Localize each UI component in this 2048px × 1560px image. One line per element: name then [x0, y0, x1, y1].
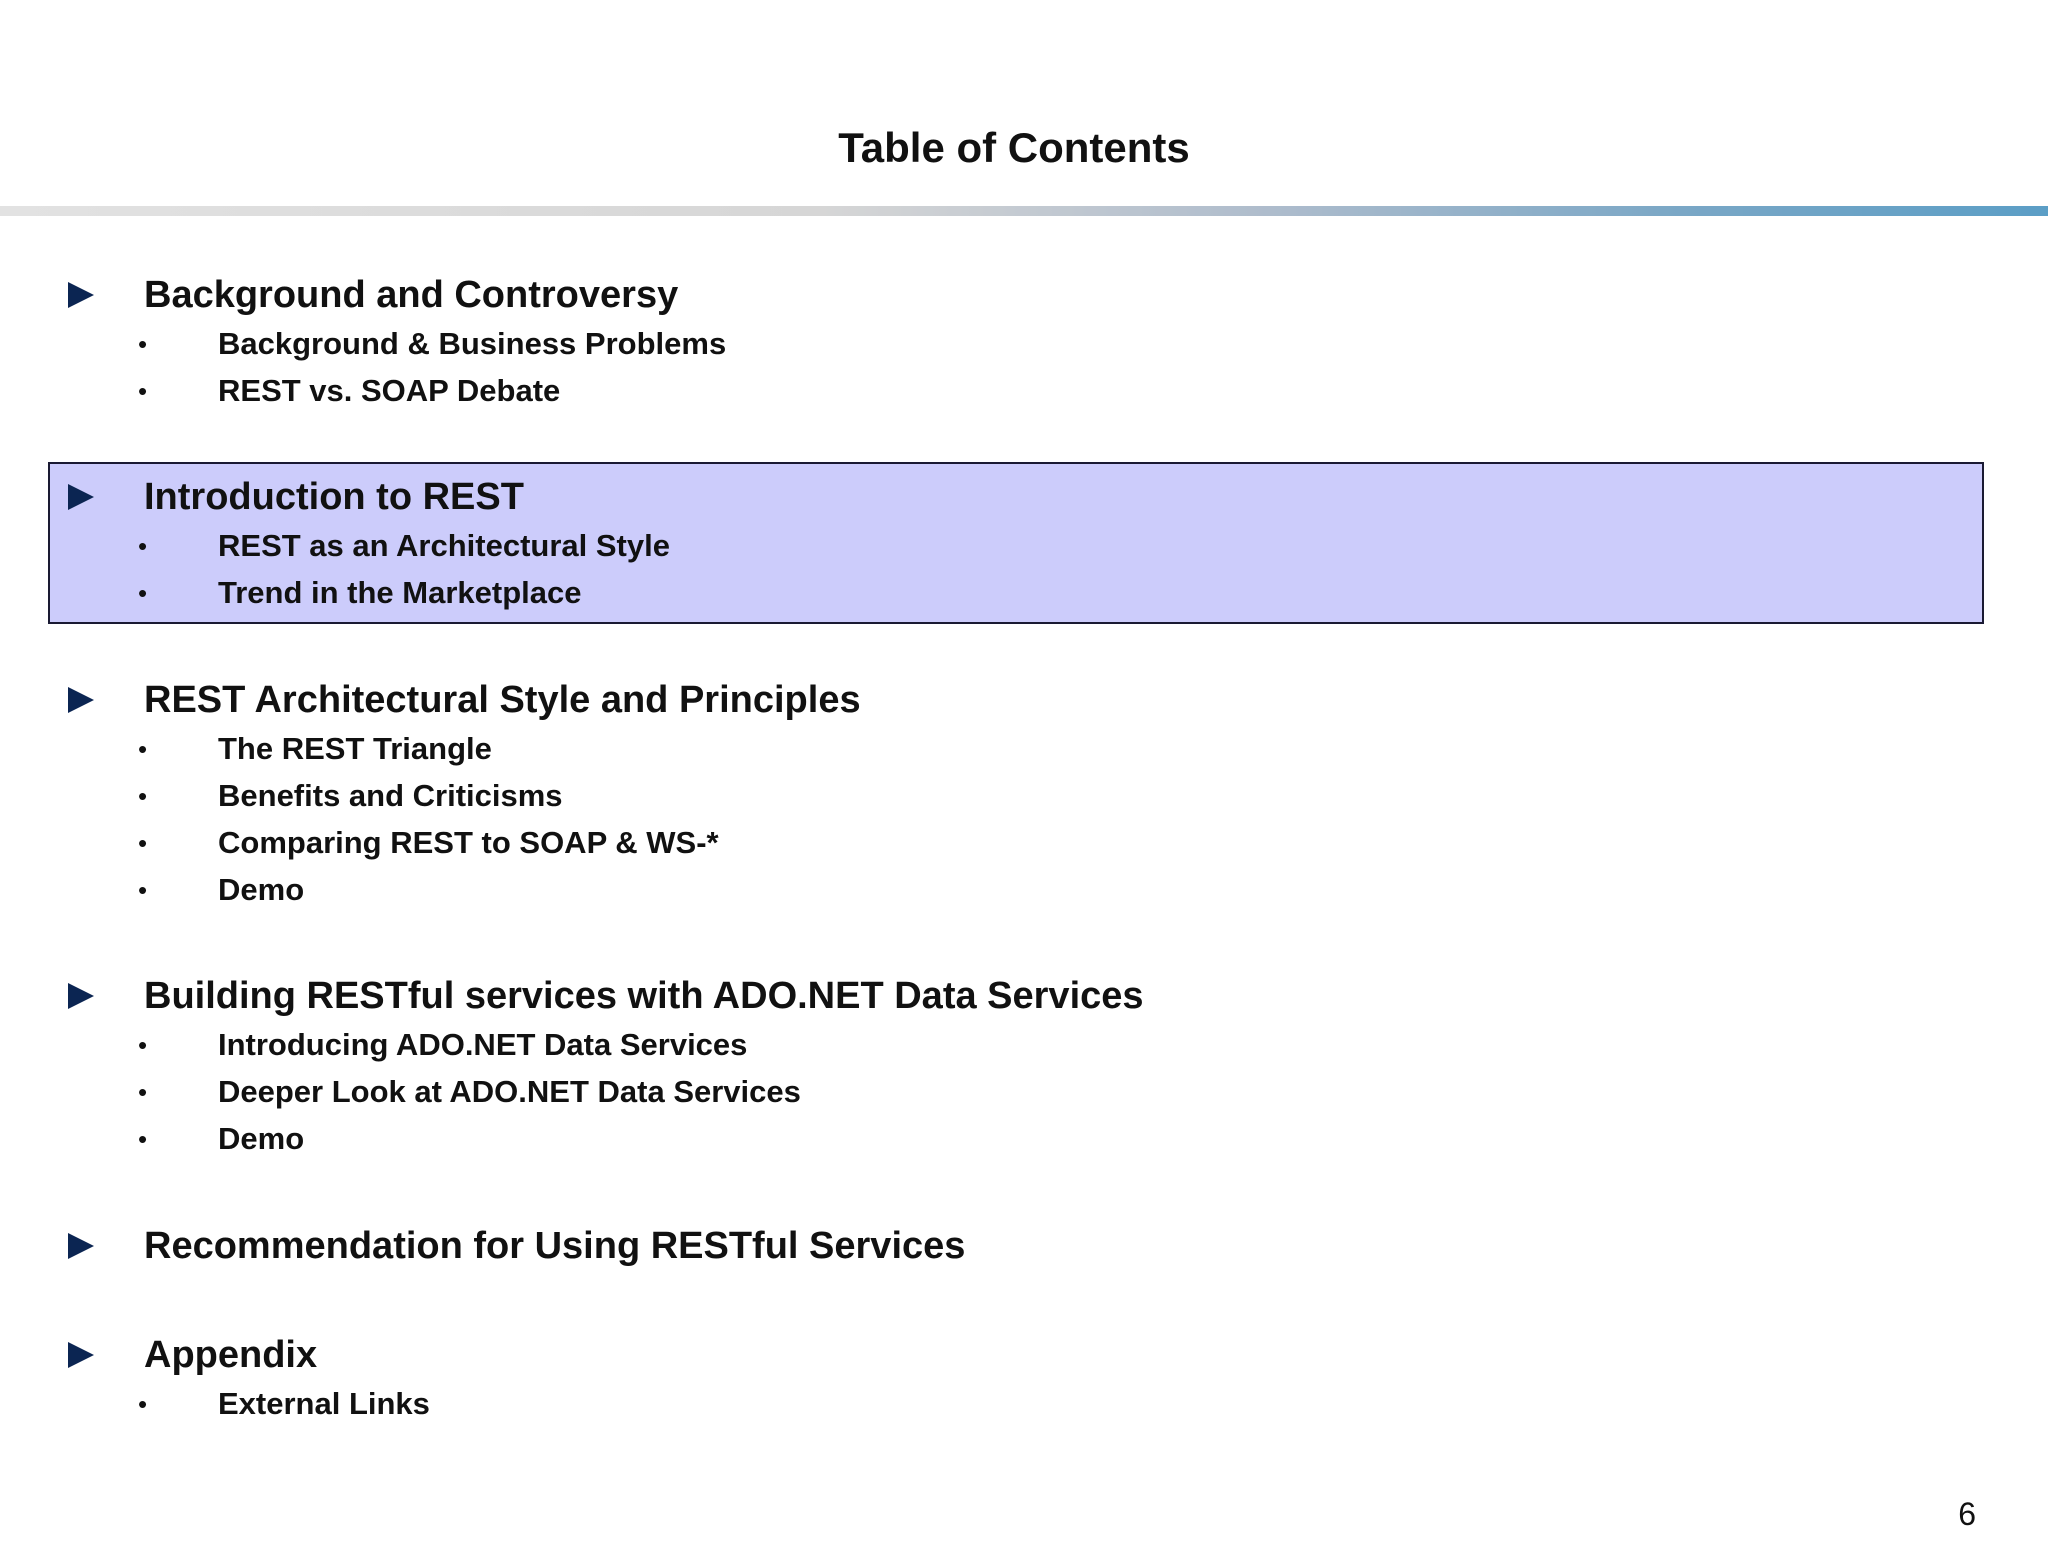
toc-section-heading[interactable] — [0, 272, 1980, 318]
arrow-right-icon — [68, 687, 94, 713]
sub-item-text: Trend in the Marketplace — [218, 575, 582, 610]
toc-sub-item[interactable] — [0, 573, 1980, 613]
sub-item-text: Benefits and Criticisms — [218, 778, 563, 813]
arrow-right-icon — [68, 1342, 94, 1368]
title-divider — [0, 206, 2048, 216]
bullet-icon: • — [138, 734, 148, 764]
section-heading-text: Building RESTful services with ADO.NET Data Services — [144, 975, 1144, 1017]
bullet-icon: • — [138, 329, 148, 359]
toc-section-heading[interactable] — [0, 1223, 1980, 1269]
page-number: 6 — [1958, 1496, 1976, 1532]
toc-section-heading[interactable] — [0, 677, 1980, 723]
toc-sub-item[interactable] — [0, 823, 1980, 863]
toc-sub-item[interactable] — [0, 324, 1980, 364]
bullet-icon: • — [138, 531, 148, 561]
toc-section-heading[interactable] — [0, 1332, 1980, 1378]
sub-item-text: The REST Triangle — [218, 731, 492, 766]
bullet-icon: • — [138, 875, 148, 905]
slide-title: Table of Contents — [838, 124, 1190, 171]
bullet-icon: • — [138, 1077, 148, 1107]
toc-sub-item[interactable] — [0, 1072, 1980, 1112]
bullet-icon: • — [138, 781, 148, 811]
bullet-icon: • — [138, 1030, 148, 1060]
toc-section-heading[interactable] — [0, 474, 1980, 520]
sub-item-text: External Links — [218, 1386, 430, 1421]
toc-sub-item[interactable] — [0, 870, 1980, 910]
bullet-icon: • — [138, 376, 148, 406]
bullet-icon: • — [138, 828, 148, 858]
sub-item-text: REST vs. SOAP Debate — [218, 373, 561, 408]
section-heading-text: Appendix — [144, 1334, 318, 1376]
sub-item-text: REST as an Architectural Style — [218, 528, 670, 563]
sub-item-text: Deeper Look at ADO.NET Data Services — [218, 1074, 801, 1109]
toc-sub-item[interactable] — [0, 1025, 1980, 1065]
arrow-right-icon — [68, 983, 94, 1009]
toc-sub-item[interactable] — [0, 776, 1980, 816]
section-heading-text: Background and Controversy — [144, 274, 679, 316]
sub-item-text: Demo — [218, 1121, 305, 1156]
toc-sub-item[interactable] — [0, 729, 1980, 769]
section-heading-text: Recommendation for Using RESTful Services — [144, 1225, 966, 1267]
sub-item-text: Demo — [218, 872, 305, 907]
bullet-icon: • — [138, 1124, 148, 1154]
toc-sub-item[interactable] — [0, 371, 1980, 411]
sub-item-text: Background & Business Problems — [218, 326, 727, 361]
section-heading-text: Introduction to REST — [144, 476, 524, 518]
arrow-right-icon — [68, 1233, 94, 1259]
bullet-icon: • — [138, 1389, 148, 1419]
toc-sub-item[interactable] — [0, 1119, 1980, 1159]
bullet-icon: • — [138, 578, 148, 608]
toc-sub-item[interactable] — [0, 1384, 1980, 1424]
arrow-right-icon — [68, 484, 94, 510]
arrow-right-icon — [68, 282, 94, 308]
toc-section-heading[interactable] — [0, 973, 1980, 1019]
sub-item-text: Comparing REST to SOAP & WS-* — [218, 825, 719, 860]
sub-item-text: Introducing ADO.NET Data Services — [218, 1027, 748, 1062]
toc-sub-item[interactable] — [0, 526, 1980, 566]
section-heading-text: REST Architectural Style and Principles — [144, 679, 861, 721]
